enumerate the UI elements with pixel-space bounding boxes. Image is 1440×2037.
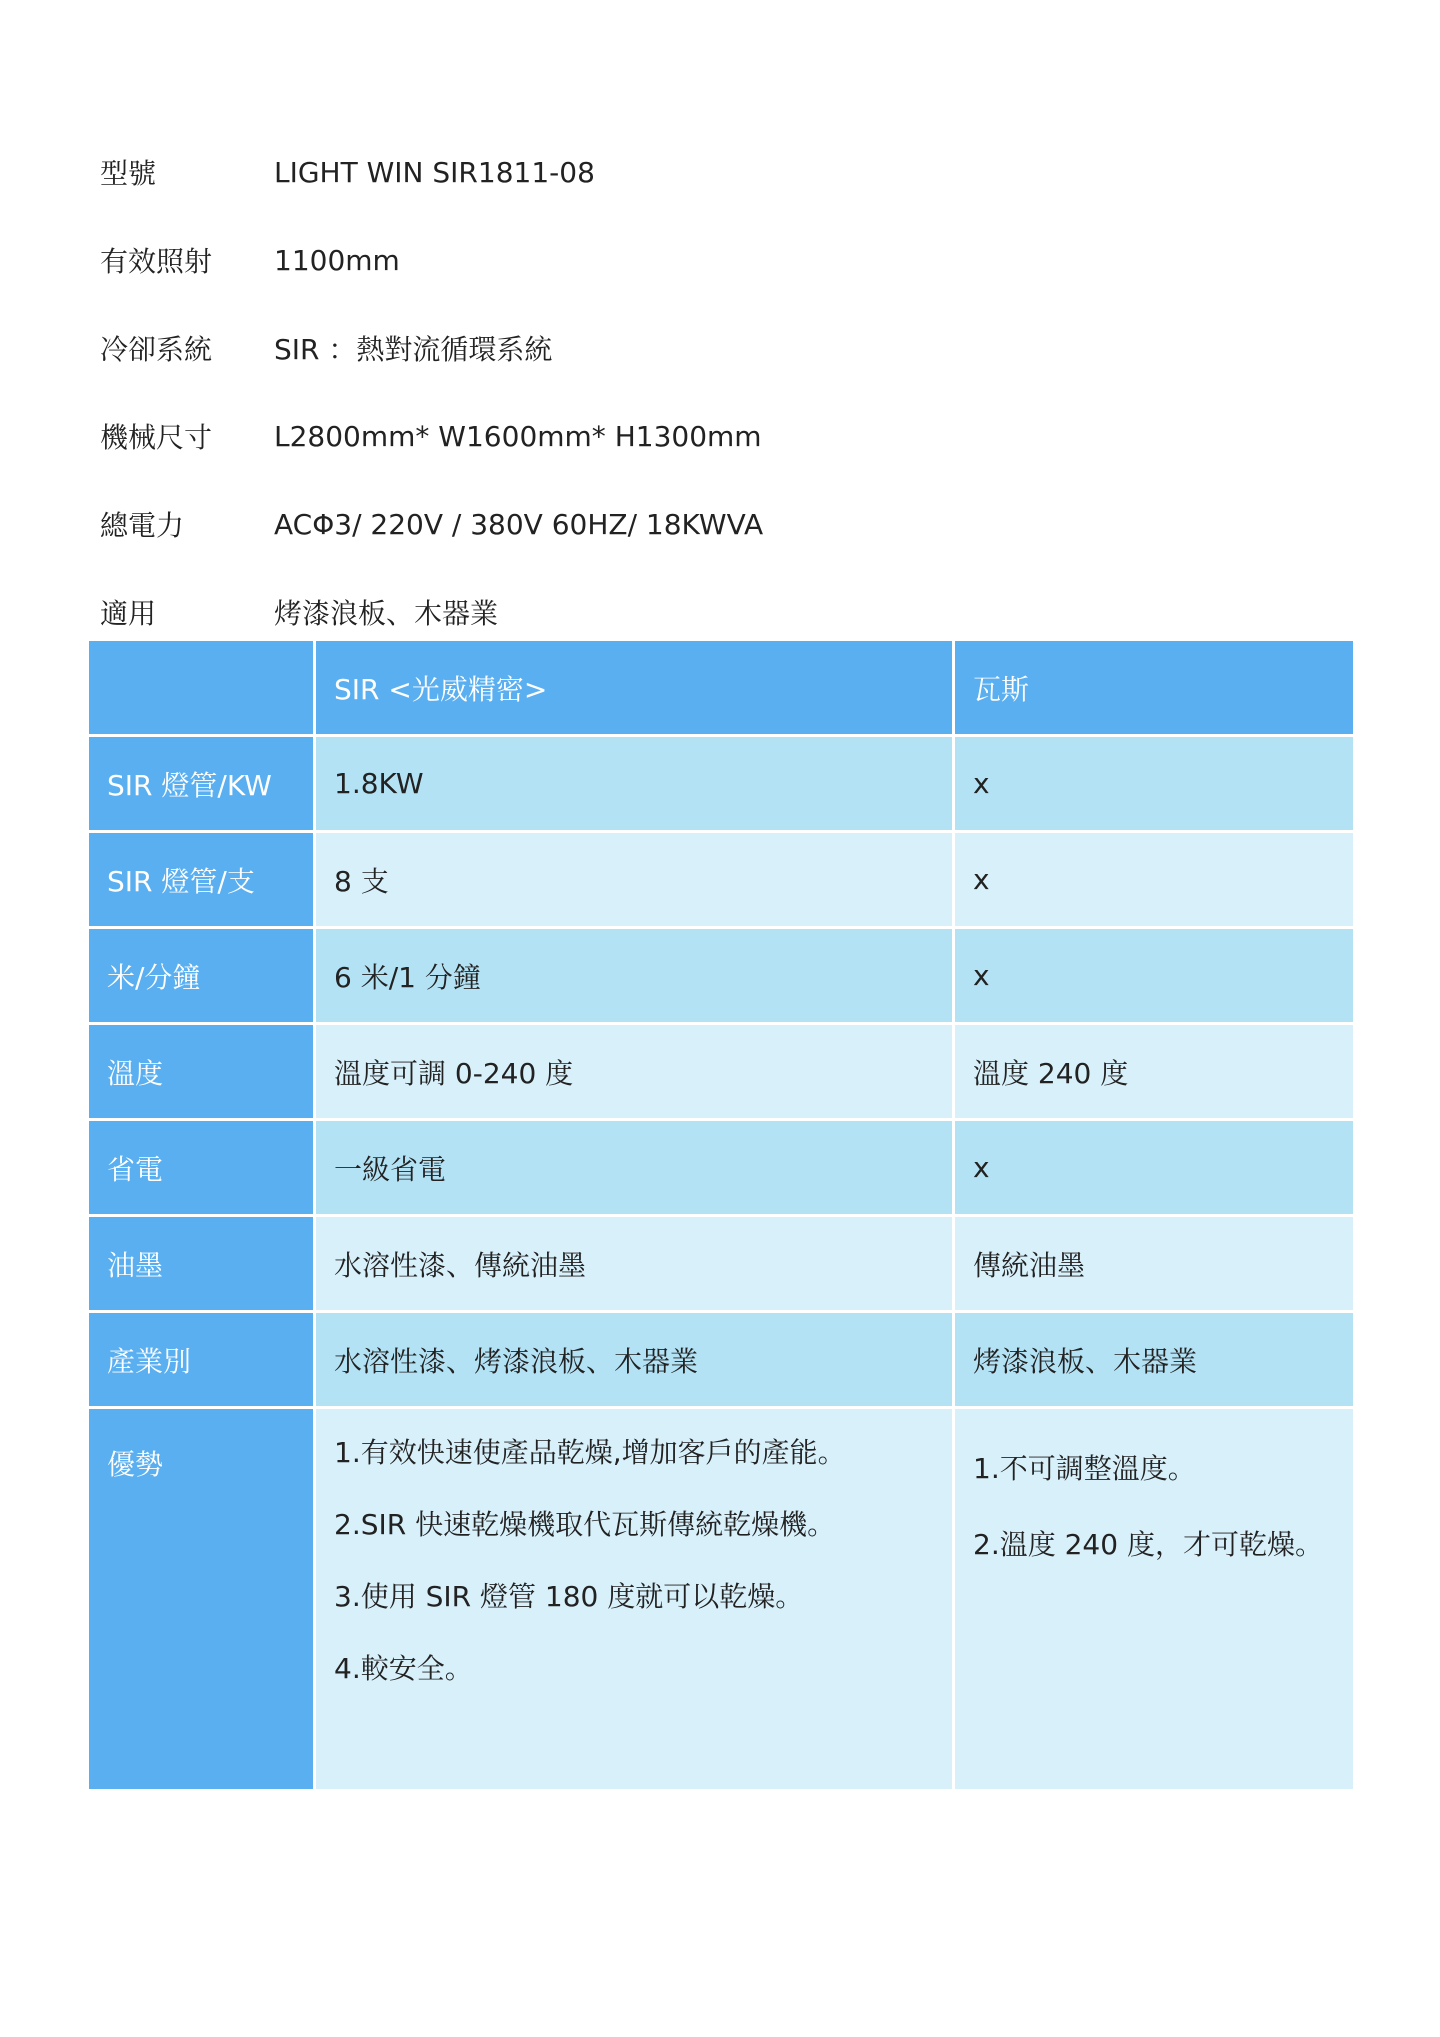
- spec-label: 冷卻系統: [100, 333, 213, 366]
- spec-value: 1100mm: [274, 243, 400, 277]
- advantage-item: 2.SIR 快速乾燥機取代瓦斯傳統乾燥機。: [334, 1508, 836, 1541]
- table-row-label: 油墨: [89, 1217, 313, 1310]
- table-row-label: 產業別: [89, 1313, 313, 1406]
- table-cell: x: [955, 929, 1353, 1022]
- table-row-label: 省電: [89, 1121, 313, 1214]
- table-cell: 傳統油墨: [955, 1217, 1353, 1310]
- advantage-item: 4.較安全。: [334, 1652, 473, 1685]
- table-header-blank: [89, 641, 313, 734]
- spec-row-effective-irradiation: [100, 216, 1340, 304]
- spec-value: LIGHT WIN SIR1811-08: [274, 155, 595, 189]
- table-cell: 水溶性漆、烤漆浪板、木器業: [316, 1313, 952, 1406]
- table-header-sir: SIR <光威精密>: [316, 641, 952, 734]
- table-row-label: SIR 燈管/KW: [89, 737, 313, 830]
- spec-label: 型號: [100, 157, 157, 190]
- table-cell: 溫度 240 度: [955, 1025, 1353, 1118]
- spec-row-machine-size: [100, 392, 1340, 480]
- table-cell: x: [955, 1121, 1353, 1214]
- advantages-sir-cell: [316, 1409, 952, 1789]
- table-row-label: SIR 燈管/支: [89, 833, 313, 926]
- table-cell: 1.8KW: [316, 737, 952, 830]
- advantage-item: 2.溫度 240 度，才可乾燥。: [973, 1528, 1323, 1561]
- spec-value: SIR ：熱對流循環系統: [274, 333, 553, 366]
- spec-row-model: [100, 128, 1340, 216]
- table-header-gas: 瓦斯: [955, 641, 1353, 734]
- table-cell: x: [955, 833, 1353, 926]
- spec-row-total-power: [100, 480, 1340, 568]
- advantages-gas-cell: [955, 1409, 1353, 1789]
- advantage-item: 1.有效快速使產品乾燥,增加客戶的產能。: [334, 1436, 846, 1469]
- table-cell: 6 米/1 分鐘: [316, 929, 952, 1022]
- table-cell: 烤漆浪板、木器業: [955, 1313, 1353, 1406]
- table-cell: 水溶性漆、傳統油墨: [316, 1217, 952, 1310]
- spec-label: 有效照射: [100, 245, 213, 278]
- spec-value: ACΦ3/ 220V / 380V 60HZ/ 18KWVA: [274, 507, 764, 541]
- spec-label: 總電力: [100, 509, 185, 542]
- advantage-item: 1.不可調整溫度。: [973, 1452, 1196, 1485]
- table-row-label: 米/分鐘: [89, 929, 313, 1022]
- table-row-label-advantages: 優勢: [89, 1409, 313, 1789]
- spec-row-cooling-system: [100, 304, 1340, 392]
- table-cell: 溫度可調 0-240 度: [316, 1025, 952, 1118]
- table-cell: x: [955, 737, 1353, 830]
- advantage-item: 3.使用 SIR 燈管 180 度就可以乾燥。: [334, 1580, 804, 1613]
- table-row-label: 溫度: [89, 1025, 313, 1118]
- spec-value: 烤漆浪板、木器業: [274, 597, 499, 630]
- spec-value: L2800mm* W1600mm* H1300mm: [274, 419, 762, 453]
- spec-label: 適用: [100, 597, 157, 630]
- table-cell: 一級省電: [316, 1121, 952, 1214]
- comparison-table: [89, 641, 1353, 1789]
- spec-label: 機械尺寸: [100, 421, 213, 454]
- table-cell: 8 支: [316, 833, 952, 926]
- spec-list: [100, 128, 1340, 656]
